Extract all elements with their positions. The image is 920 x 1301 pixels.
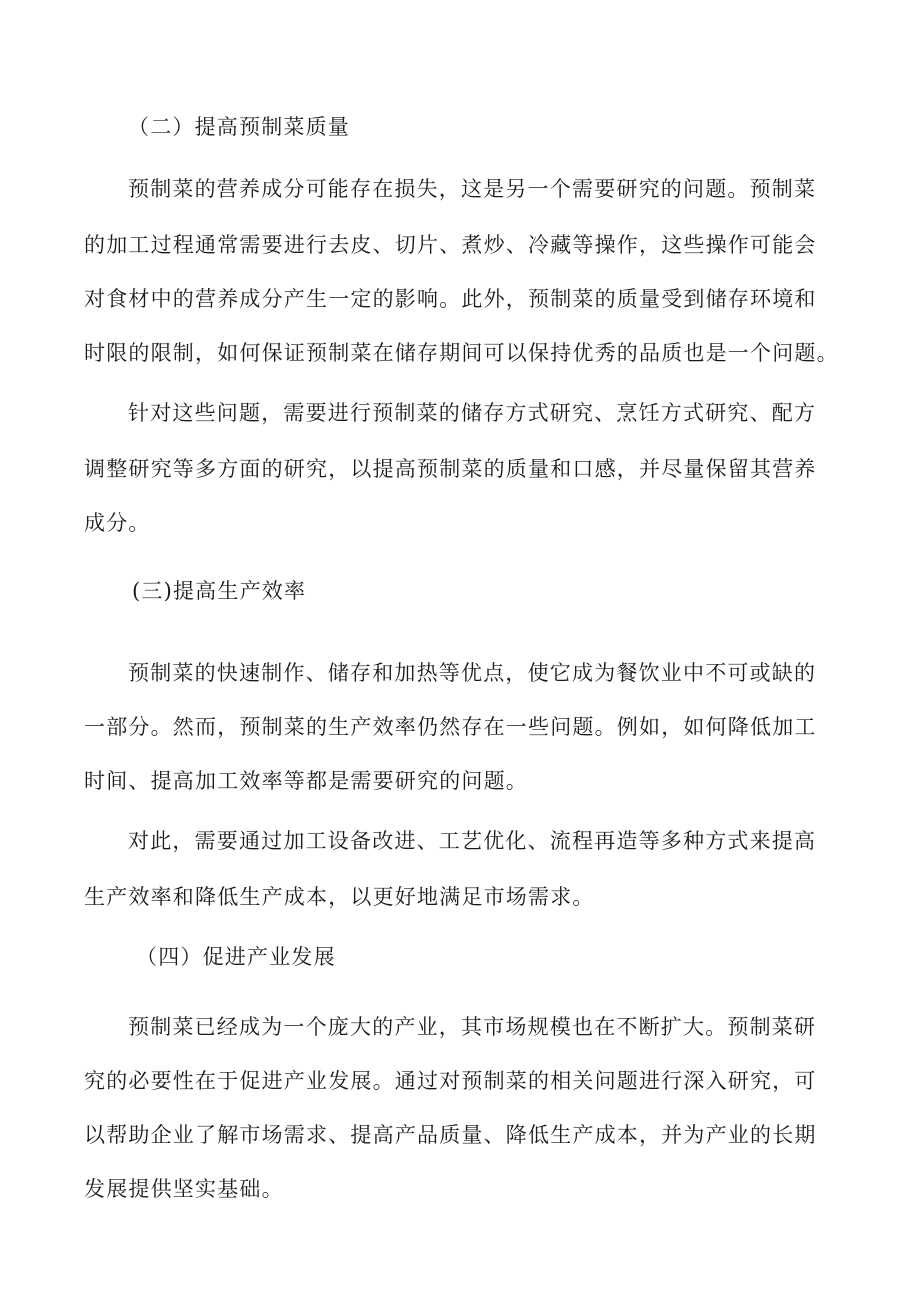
paragraph-line: 生产效率和降低生产成本，以更好地满足市场需求。 [84,885,595,909]
paragraph-line: 究的必要性在于促进产业发展。通过对预制菜的相关问题进行深入研究，可 [84,1069,817,1093]
paragraph-line: 预制菜的营养成分可能存在损失，这是另一个需要研究的问题。预制菜 [128,177,817,201]
paragraph-line: 预制菜的快速制作、储存和加热等优点，使它成为餐饮业中不可或缺的 [128,661,817,685]
paragraph-line: 发展提供坚实基础。 [84,1177,284,1201]
section-heading-2: （二）提高预制菜质量 [128,115,350,139]
paragraph-line: 预制菜已经成为一个庞大的产业，其市场规模也在不断扩大。预制菜研 [128,1015,817,1039]
paragraph-line: 以帮助企业了解市场需求、提高产品质量、降低生产成本，并为产业的长期 [84,1123,817,1147]
paragraph-line: 的加工过程通常需要进行去皮、切片、煮炒、冷藏等操作，这些操作可能会 [84,233,817,257]
paragraph-line: 时间、提高加工效率等都是需要研究的问题。 [84,769,528,793]
paragraph-line: 时限的限制，如何保证预制菜在储存期间可以保持优秀的品质也是一个问题。 [84,341,839,365]
section-heading-3: (三)提高生产效率 [132,579,307,603]
paragraph-line: 对此，需要通过加工设备改进、工艺优化、流程再造等多种方式来提高 [128,829,817,853]
section-heading-4: （四）促进产业发展 [136,945,336,969]
paragraph-line: 调整研究等多方面的研究，以提高预制菜的质量和口感，并尽量保留其营养 [84,457,817,481]
paragraph-line: 一部分。然而，预制菜的生产效率仍然存在一些问题。例如，如何降低加工 [84,715,817,739]
paragraph-line: 针对这些问题，需要进行预制菜的储存方式研究、烹饪方式研究、配方 [128,401,817,425]
paragraph-line: 成分。 [84,511,151,535]
paragraph-line: 对食材中的营养成分产生一定的影响。此外，预制菜的质量受到储存环境和 [84,287,817,311]
